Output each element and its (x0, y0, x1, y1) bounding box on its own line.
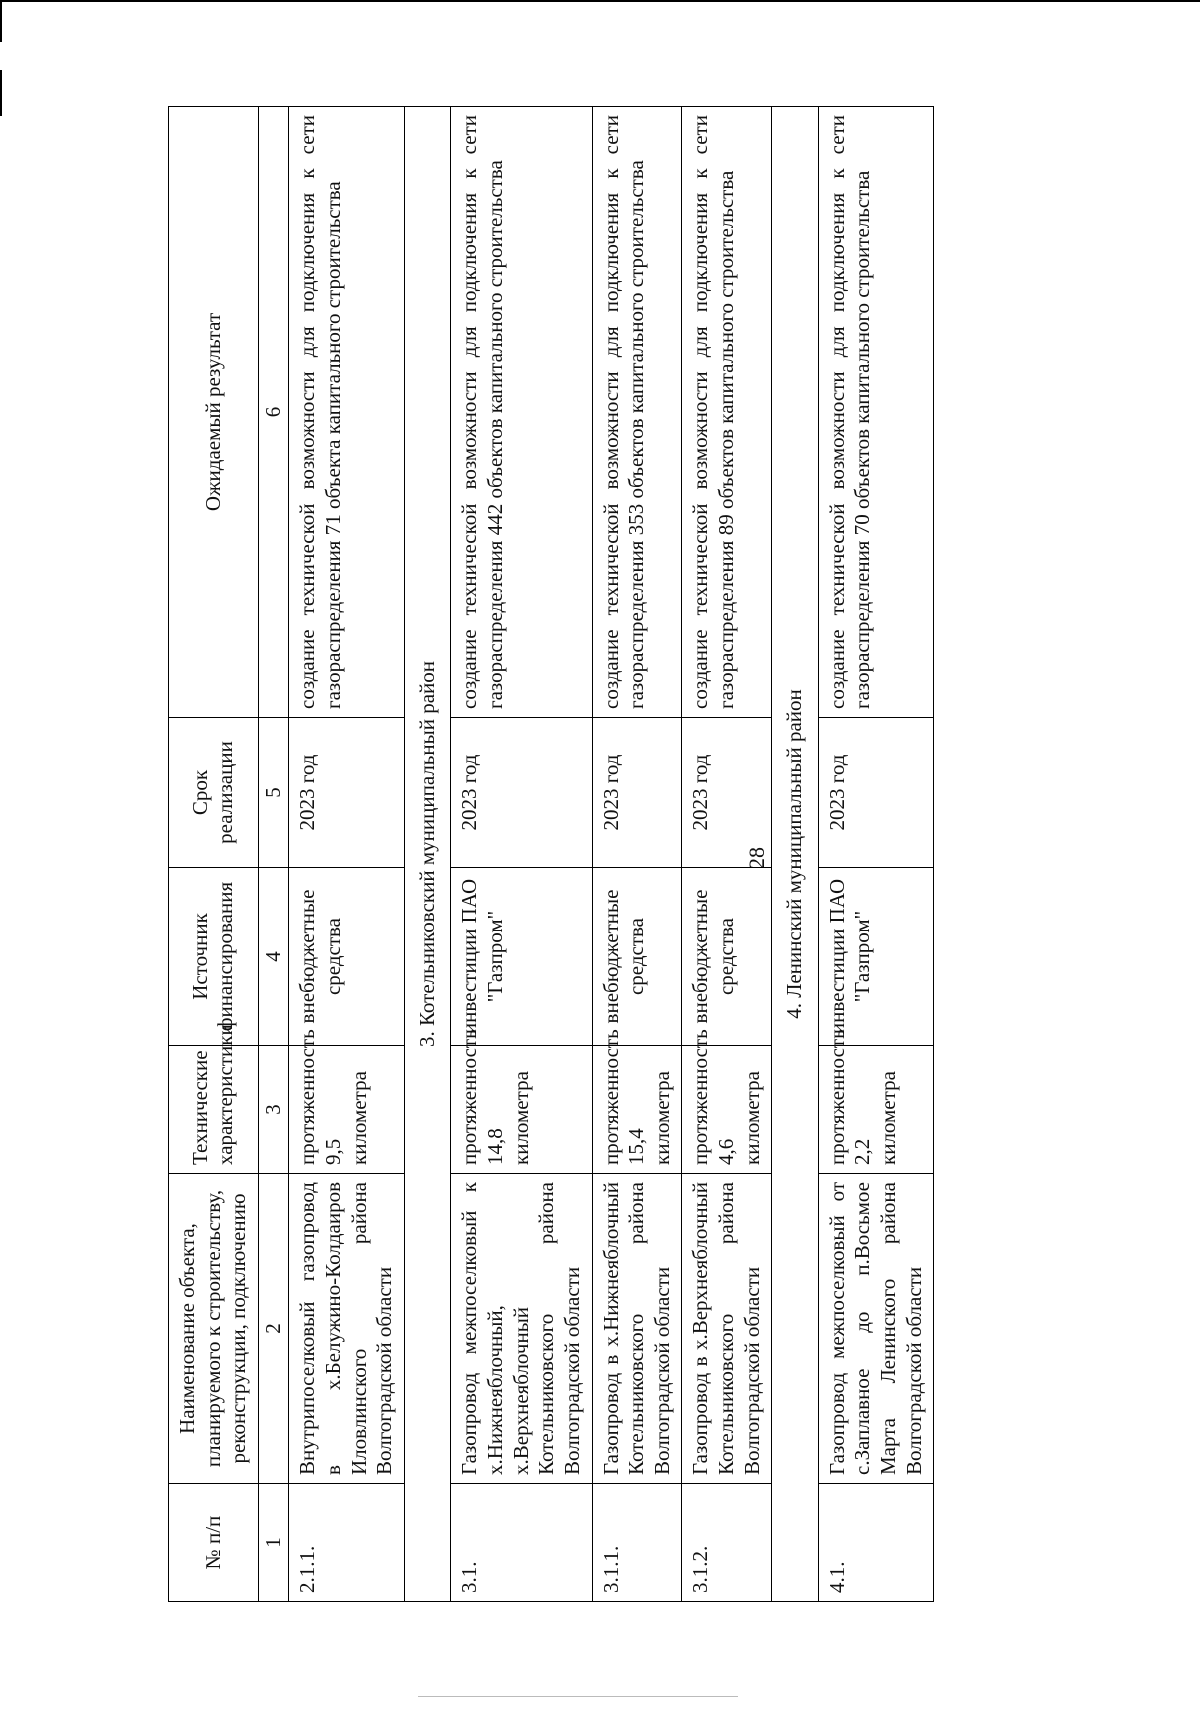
header-term: Срок реализации (169, 718, 259, 868)
header-num: № п/п (169, 1484, 259, 1602)
gas-pipeline-table (168, 106, 934, 1602)
row-name: Газопровод межпоселковый от с.Заплавное до п.Восьмое Марта Ленинского района Волгоградской области (818, 1174, 933, 1484)
row-tech: протяженность 2,2 километра (818, 1046, 933, 1174)
table-row (592, 107, 682, 1602)
row-result: создание технической возможности для подключения к сети газораспределения 353 объектов капитального строительства (592, 107, 682, 718)
column-number-row (258, 107, 289, 1602)
scan-edge-top (0, 0, 1200, 2)
section-title: 3. Котельниковский муниципальный район (404, 107, 451, 1602)
row-num: 3.1. (451, 1484, 592, 1602)
table-row (818, 107, 933, 1602)
table-row (451, 107, 592, 1602)
row-term: 2023 год (818, 718, 933, 868)
row-result: создание технической возможности для подключения к сети газораспределения 70 объектов капитального строительства (818, 107, 933, 718)
header-source: Источник финансирования (169, 868, 259, 1046)
row-term: 2023 год (451, 718, 592, 868)
row-source: инвестиции ПАО "Газпром" (451, 868, 592, 1046)
header-result: Ожидаемый результат (169, 107, 259, 718)
header-name: Наименование объекта, планируемого к строительству, реконструкции, подключению (169, 1174, 259, 1484)
column-number: 4 (258, 868, 289, 1046)
row-result: создание технической возможности для подключения к сети газораспределения 89 объектов капитального строительства (682, 107, 772, 718)
row-source: инвестиции ПАО "Газпром" (818, 868, 933, 1046)
row-name: Газопровод в х.Верхнеяблочный Котельниковского района Волгоградской области (682, 1174, 772, 1484)
section-title: 4. Ленинский муниципальный район (772, 107, 819, 1602)
row-name: Внутрипоселковый газопровод в х.Белужино-Колдаиров Иловлинского района Волгоградской области (289, 1174, 404, 1484)
column-number: 5 (258, 718, 289, 868)
row-term: 2023 год (682, 718, 772, 868)
row-term: 2023 год (592, 718, 682, 868)
table-row (289, 107, 404, 1602)
table-header-row (169, 107, 259, 1602)
section-row (404, 107, 451, 1602)
row-result: создание технической возможности для подключения к сети газораспределения 442 объектов капитального строительства (451, 107, 592, 718)
column-number: 6 (258, 107, 289, 718)
row-tech: протяженность 15,4 километра (592, 1046, 682, 1174)
row-name: Газопровод межпоселковый к х.Нижнеяблочный, х.Верхнеяблочный Котельниковского района Волгоградской области (451, 1174, 592, 1484)
header-tech: Технические характеристики (169, 1046, 259, 1174)
row-num: 3.1.2. (682, 1484, 772, 1602)
row-source: внебюджетные средства (592, 868, 682, 1046)
row-num: 3.1.1. (592, 1484, 682, 1602)
scan-edge-left (0, 0, 2, 42)
rotated-table-container (168, 107, 1026, 1602)
row-name: Газопровод в х.Нижнеяблочный Котельниковского района Волгоградской области (592, 1174, 682, 1484)
row-source: внебюджетные средства (289, 868, 404, 1046)
column-number: 3 (258, 1046, 289, 1174)
row-tech: протяженность 4,6 километра (682, 1046, 772, 1174)
row-num: 2.1.1. (289, 1484, 404, 1602)
section-row (772, 107, 819, 1602)
row-tech: протяженность 14,8 километра (451, 1046, 592, 1174)
row-term: 2023 год (289, 718, 404, 868)
scan-edge-left (0, 70, 2, 116)
column-number: 2 (258, 1174, 289, 1484)
table-row (682, 107, 772, 1602)
row-num: 4.1. (818, 1484, 933, 1602)
row-tech: протяженность 9,5 километра (289, 1046, 404, 1174)
row-source: внебюджетные средства (682, 868, 772, 1046)
row-result: создание технической возможности для подключения к сети газораспределения 71 объекта капитального строительства (289, 107, 404, 718)
page-number: 28 (744, 847, 769, 869)
column-number: 1 (258, 1484, 289, 1602)
scan-fold-line (418, 1696, 738, 1697)
